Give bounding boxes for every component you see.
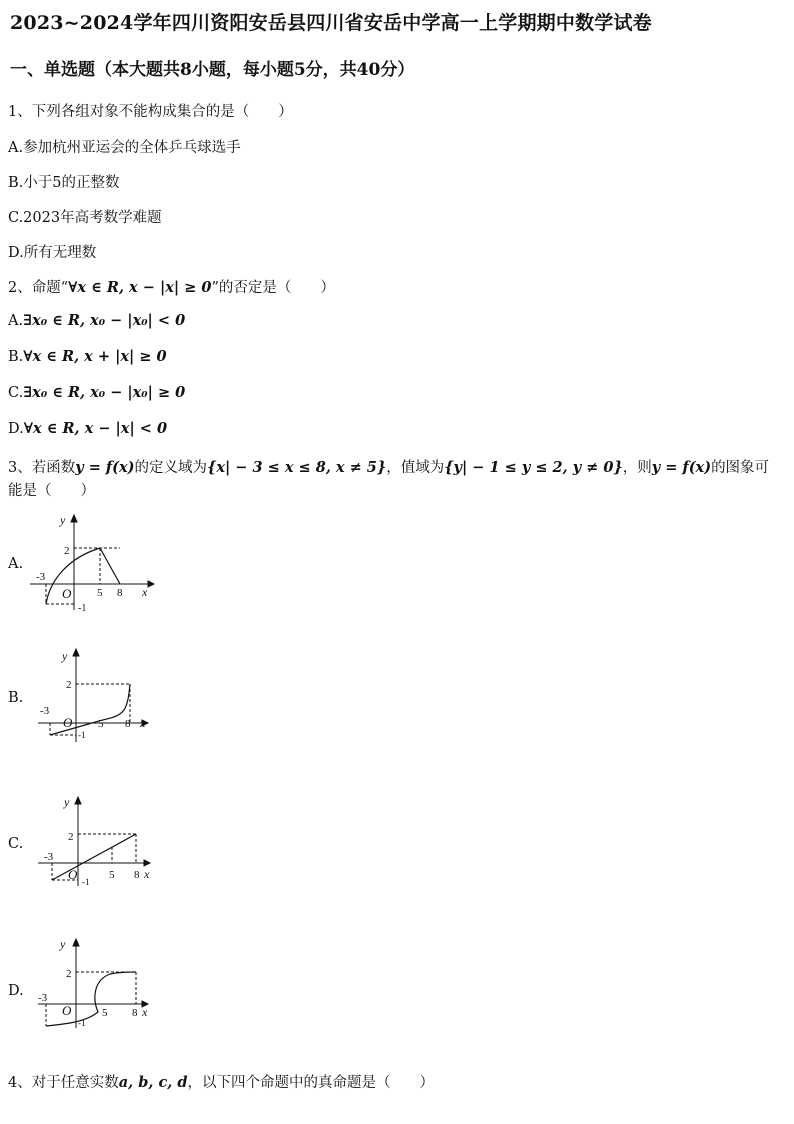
tick-neg3: -3 [44, 851, 54, 863]
q2-option-c-label: C. [8, 385, 24, 401]
q3-s4: ，则 [622, 460, 652, 476]
exam-title: 2023~2024学年四川资阳安岳县四川省安岳中学高一上学期期中数学试卷 [10, 12, 652, 34]
section-heading: 一、单选题（本大题共8小题，每小题5分，共40分） [10, 60, 415, 80]
tick-2: 2 [68, 831, 74, 843]
q3-option-a-label: A. [8, 556, 24, 572]
axis-label-y: y [62, 649, 68, 663]
line [52, 834, 136, 880]
tick-neg3: -3 [36, 571, 46, 583]
axis-label-y: y [60, 513, 66, 527]
curve-segment [46, 548, 100, 604]
q2-option-d [8, 420, 167, 437]
tick-5: 5 [109, 869, 115, 881]
y-axis-arrow [73, 939, 79, 946]
q2-option-a-label: A. [8, 313, 24, 329]
q2-option-d-math: ∀x ∈ R, x − |x| < 0 [23, 420, 168, 437]
tick-2: 2 [66, 968, 72, 980]
q2-option-b [8, 348, 167, 365]
tick-5: 5 [97, 587, 103, 599]
axis-label-x: x [140, 716, 146, 730]
q3-s3: ，值域为 [386, 460, 445, 476]
tick-2: 2 [66, 679, 72, 691]
origin-label: O [62, 586, 72, 601]
tick-5: 5 [98, 718, 104, 730]
question-1-stem: 1、下列各组对象不能构成集合的是（ ） [8, 104, 293, 120]
tick-neg3: -3 [38, 992, 48, 1004]
origin-label: O [62, 1003, 72, 1018]
curve [50, 684, 130, 735]
q2-option-b-label: B. [8, 349, 24, 365]
line-segment [100, 548, 120, 584]
tick-neg3: -3 [40, 705, 50, 717]
q2-option-c [8, 384, 185, 401]
q1-option-d: D.所有无理数 [8, 245, 97, 261]
question-3-stem-line2: 能是（ ） [8, 483, 95, 499]
tick-neg1: -1 [82, 877, 90, 887]
q1-option-a: A.参加杭州亚运会的全体乒乓球选手 [8, 140, 241, 156]
q3-m1: y = f(x) [75, 459, 135, 476]
tick-8: 8 [117, 587, 123, 599]
q3-option-c-label: C. [8, 836, 24, 852]
question-2-stem [8, 276, 335, 297]
question-4-stem [8, 1071, 434, 1092]
y-axis-arrow [73, 649, 79, 656]
q3-option-b-label: B. [8, 690, 24, 706]
q4-s2: ，以下四个命题中的真命题是（ ） [187, 1075, 435, 1091]
q3-graph-d [36, 934, 166, 1034]
x-axis-arrow [148, 581, 154, 587]
q4-s1: 4、对于任意实数 [8, 1075, 119, 1091]
x-axis-arrow [144, 860, 150, 866]
axis-label-x: x [142, 585, 148, 599]
q2-stem-math: ∀x ∈ R, x − |x| ≥ 0 [68, 279, 212, 296]
q1-option-c: C.2023年高考数学难题 [8, 210, 162, 226]
q3-m3: {y| − 1 ≤ y ≤ 2, y ≠ 0} [444, 459, 623, 476]
q3-graph-b [36, 646, 166, 746]
q3-s5: 的图象可 [711, 460, 770, 476]
tick-2: 2 [64, 545, 70, 557]
q3-graph-c [36, 792, 166, 892]
axis-label-y: y [60, 937, 66, 951]
tick-8: 8 [132, 1007, 138, 1019]
origin-label: O [68, 867, 78, 882]
tick-8: 8 [134, 869, 140, 881]
q2-option-d-label: D. [8, 421, 24, 437]
y-axis-arrow [71, 515, 77, 522]
tick-neg1: -1 [78, 603, 87, 614]
tick-neg1: -1 [78, 1018, 86, 1028]
q3-s2: 的定义域为 [134, 460, 208, 476]
q2-option-b-math: ∀x ∈ R, x + |x| ≥ 0 [23, 348, 167, 365]
axis-label-x: x [144, 867, 150, 881]
tick-5: 5 [102, 1007, 108, 1019]
tick-8: 8 [125, 718, 131, 730]
q2-stem-post: ”的否定是（ ） [211, 280, 335, 296]
q1-option-b: B.小于5的正整数 [8, 175, 120, 191]
origin-label: O [63, 715, 73, 730]
question-3-stem [8, 456, 769, 477]
y-axis-arrow [75, 797, 81, 804]
q3-option-d-label: D. [8, 983, 24, 999]
q3-m4: y = f(x) [651, 459, 712, 476]
q2-option-c-math: ∃x₀ ∈ R, x₀ − |x₀| ≥ 0 [23, 384, 186, 401]
q3-m2: {x| − 3 ≤ x ≤ 8, x ≠ 5} [207, 459, 387, 476]
q4-m1: a, b, c, d [118, 1074, 188, 1091]
axis-label-y: y [64, 795, 70, 809]
q2-option-a-math: ∃x₀ ∈ R, x₀ − |x₀| < 0 [23, 312, 186, 329]
curve [46, 972, 136, 1026]
q2-stem-pre: 2、命题“ [8, 280, 69, 296]
tick-neg1: -1 [78, 730, 86, 740]
q3-s1: 3、若函数 [8, 460, 76, 476]
q2-option-a [8, 312, 185, 329]
q3-graph-a [28, 510, 158, 615]
axis-label-x: x [142, 1005, 148, 1019]
